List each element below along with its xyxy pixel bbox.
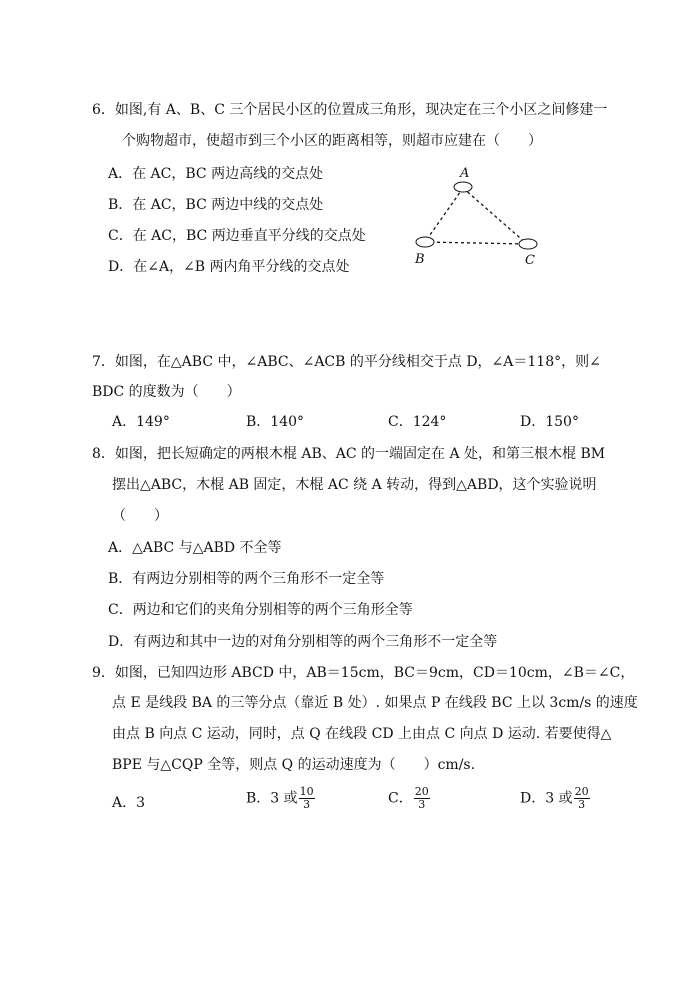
fraction-denominator: 3 — [418, 798, 426, 811]
edge-ac — [463, 188, 527, 244]
q8-stem-line3: （ ） — [112, 508, 168, 524]
q9-option-c — [388, 786, 430, 811]
q8-option-b: B．有两边分别相等的两个三角形不一定全等 — [108, 571, 385, 587]
q8-stem-line2: 摆出△ABC，木棍 AB 固定，木棍 AC 绕 A 转动，得到△ABD，这个实验说明 — [112, 477, 597, 493]
q9-stem-line1: 9．如图，已知四边形 ABCD 中，AB＝15cm，BC＝9cm，CD＝10cm，∠B＝∠C， — [92, 665, 635, 681]
q7-option-a: A．149° — [112, 414, 170, 430]
q9-option-d — [520, 786, 590, 811]
label-b: B — [415, 252, 425, 267]
q7-option-b: B．140° — [246, 414, 305, 430]
q8-option-a: A．△ABC 与△ABD 不全等 — [108, 540, 282, 556]
edge-ab — [425, 188, 463, 242]
node-b — [416, 237, 434, 247]
q9-stem-line2: 点 E 是线段 BA 的三等分点（靠近 B 处）. 如果点 P 在线段 BC 上以 3cm/s 的速度 — [112, 695, 638, 711]
q8-option-c: C．两边和它们的夹角分别相等的两个三角形全等 — [108, 602, 413, 618]
label-a: A — [460, 166, 470, 181]
q9-option-a: A．3 — [112, 795, 146, 811]
q9-option-c-prefix: C． — [388, 790, 413, 807]
q7-option-c: C．124° — [388, 414, 447, 430]
q9-option-d-prefix: D．3 或 — [520, 790, 573, 807]
q7-stem-line1: 7．如图，在△ABC 中，∠ABC、∠ACB 的平分线相交于点 D，∠A＝118°，则∠ — [92, 354, 601, 370]
fraction-numerator: 20 — [574, 785, 589, 798]
edge-bc — [425, 242, 527, 244]
q6-option-d: D．在∠A，∠B 两内角平分线的交点处 — [108, 259, 350, 275]
q9-stem-line4: BPE 与△CQP 全等，则点 Q 的运动速度为（ ）cm/s. — [112, 757, 476, 773]
node-c — [519, 239, 537, 249]
q9-option-c-fraction — [414, 786, 430, 811]
node-a — [454, 182, 472, 192]
q8-option-d: D．有两边和其中一边的对角分别相等的两个三角形不一定全等 — [108, 634, 498, 650]
q6-stem-line2: 个购物超市，使超市到三个小区的距离相等，则超市应建在（ ） — [122, 133, 542, 149]
q9-option-b-prefix: B．3 或 — [246, 790, 298, 807]
q6-triangle-figure — [405, 166, 555, 271]
q9-option-b-fraction — [299, 786, 315, 811]
fraction-numerator: 20 — [414, 785, 429, 798]
q9-stem-line3: 由点 B 向点 C 运动，同时，点 Q 在线段 CD 上由点 C 向点 D 运动. 若要使得△ — [112, 726, 612, 742]
q6-option-c: C．在 AC，BC 两边垂直平分线的交点处 — [108, 228, 366, 244]
fraction-numerator: 10 — [299, 785, 314, 798]
fraction-denominator: 3 — [578, 798, 586, 811]
q7-stem-line2: BDC 的度数为（ ） — [92, 384, 241, 400]
label-c: C — [525, 253, 535, 268]
q8-stem-line1: 8．如图，把长短确定的两根木棍 AB、AC 的一端固定在 A 处，和第三根木棍 BM — [92, 446, 606, 462]
q9-option-d-fraction — [574, 786, 590, 811]
q9-option-b — [246, 786, 315, 811]
q7-option-d: D．150° — [520, 414, 579, 430]
q6-stem-line1: 6．如图,有 A、B、C 三个居民小区的位置成三角形，现决定在三个小区之间修建一 — [92, 102, 608, 118]
fraction-denominator: 3 — [303, 798, 311, 811]
q6-option-b: B．在 AC，BC 两边中线的交点处 — [108, 197, 324, 213]
q6-option-a: A．在 AC，BC 两边高线的交点处 — [108, 166, 324, 182]
